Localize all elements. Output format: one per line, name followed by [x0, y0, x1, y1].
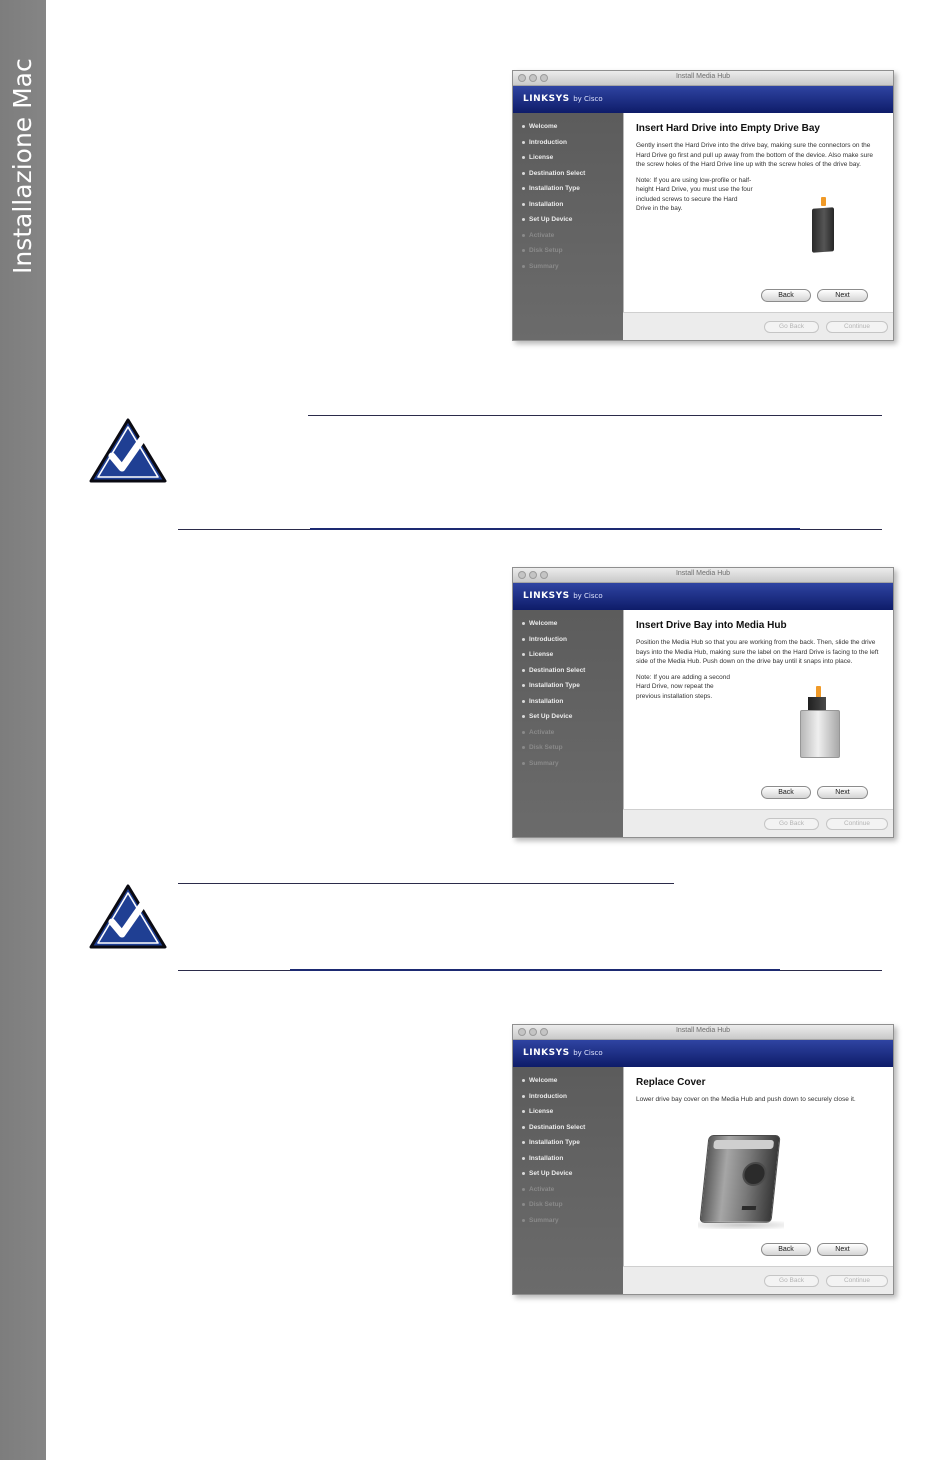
brand-bar	[513, 583, 893, 610]
step-item: Installation	[529, 697, 623, 713]
step-item: Destination Select	[529, 666, 623, 682]
back-button[interactable]: Back	[761, 289, 811, 302]
step-item-future: Disk Setup	[529, 246, 623, 262]
go-back-button[interactable]: Go Back	[764, 1275, 819, 1287]
installer-steps	[513, 1067, 623, 1294]
installer-screenshot-2	[512, 567, 894, 838]
step-note: Note: If you are using low-profile or half-height Hard Drive, you must use the four included screws to secure the Hard Drive in the bay.	[636, 176, 753, 212]
step-item: Installation	[529, 1154, 623, 1170]
step-item-future: Activate	[529, 231, 623, 247]
back-button[interactable]: Back	[761, 786, 811, 799]
step-instructions: Gently insert the Hard Drive into the drive bay, making sure the connectors on the Hard Drive go first and pull up away from the bottom of the device. Also make sure the screw holes of the Hard Drive line up with the screw holes of the drive bay.	[636, 142, 874, 168]
step-item: Destination Select	[529, 1123, 623, 1139]
content-panel	[623, 610, 893, 809]
linksys-logo: LINKSYS by Cisco	[523, 94, 603, 104]
back-button[interactable]: Back	[761, 1243, 811, 1256]
step-item: Introduction	[529, 635, 623, 651]
step-item-future: Summary	[529, 1216, 623, 1232]
next-button[interactable]: Next	[817, 289, 868, 302]
window-titlebar	[513, 71, 893, 86]
step-item: Introduction	[529, 1092, 623, 1108]
step-item: Introduction	[529, 138, 623, 154]
step-item: Welcome	[529, 619, 623, 635]
step-note: Note: If you are adding a second Hard Drive, now repeat the previous installation steps.	[636, 673, 730, 700]
continue-button[interactable]: Continue	[826, 1275, 888, 1287]
step-instructions: Lower drive bay cover on the Media Hub and push down to securely close it.	[636, 1096, 856, 1103]
hard-drive-illustration	[812, 197, 834, 252]
installer-screenshot-1	[512, 70, 894, 341]
step-item: Welcome	[529, 1076, 623, 1092]
step-item-future: Disk Setup	[529, 743, 623, 759]
step-item-future: Activate	[529, 728, 623, 744]
installer-footer	[623, 1266, 893, 1294]
brand-bar	[513, 1040, 893, 1067]
window-title: Install Media Hub	[675, 1027, 731, 1034]
step-item-future: Disk Setup	[529, 1200, 623, 1216]
continue-button[interactable]: Continue	[826, 321, 888, 333]
content-panel	[623, 113, 893, 312]
go-back-button[interactable]: Go Back	[764, 818, 819, 830]
side-strip	[0, 0, 46, 1460]
step-item: Installation Type	[529, 184, 623, 200]
next-button[interactable]: Next	[817, 786, 868, 799]
installer-steps	[513, 113, 623, 340]
step-item-current: Set Up Device	[529, 1169, 623, 1185]
note-rule-top	[308, 415, 882, 416]
note-rule-top	[178, 883, 674, 884]
installer-footer	[623, 809, 893, 837]
window-titlebar	[513, 1025, 893, 1040]
step-item: License	[529, 1107, 623, 1123]
installer-screenshot-3	[512, 1024, 894, 1295]
step-heading: Insert Drive Bay into Media Hub	[636, 620, 787, 631]
step-item: License	[529, 153, 623, 169]
window-title: Install Media Hub	[675, 570, 731, 577]
linksys-logo: LINKSYS by Cisco	[523, 591, 603, 601]
installer-steps	[513, 610, 623, 837]
checkmark-note-icon	[88, 418, 168, 488]
step-instructions: Position the Media Hub so that you are working from the back. Then, slide the drive bays into the Media Hub, making sure the label on the Hard Drive is facing to the left side of the Media Hub. Push down on the drive bay until it snaps into place.	[636, 639, 879, 665]
step-item: License	[529, 650, 623, 666]
next-button[interactable]: Next	[817, 1243, 868, 1256]
installer-footer	[623, 312, 893, 340]
window-title: Install Media Hub	[675, 73, 731, 80]
step-item-future: Summary	[529, 262, 623, 278]
step-item-current: Set Up Device	[529, 712, 623, 728]
step-item-future: Summary	[529, 759, 623, 775]
linksys-logo: LINKSYS by Cisco	[523, 1048, 603, 1058]
media-hub-illustration	[704, 1135, 776, 1223]
step-item-future: Activate	[529, 1185, 623, 1201]
step-item: Welcome	[529, 122, 623, 138]
go-back-button[interactable]: Go Back	[764, 321, 819, 333]
note-rule-accent	[290, 969, 780, 971]
step-heading: Replace Cover	[636, 1077, 706, 1088]
checkmark-note-icon	[88, 884, 168, 954]
note-rule-accent	[310, 528, 800, 530]
section-label: Installazione Mac	[8, 58, 37, 274]
step-item: Installation Type	[529, 1138, 623, 1154]
brand-bar	[513, 86, 893, 113]
step-heading: Insert Hard Drive into Empty Drive Bay	[636, 123, 820, 134]
content-panel	[623, 1067, 893, 1266]
window-titlebar	[513, 568, 893, 583]
step-item: Installation	[529, 200, 623, 216]
continue-button[interactable]: Continue	[826, 818, 888, 830]
step-item: Installation Type	[529, 681, 623, 697]
drive-bay-illustration	[800, 686, 821, 698]
step-item: Destination Select	[529, 169, 623, 185]
step-item-current: Set Up Device	[529, 215, 623, 231]
